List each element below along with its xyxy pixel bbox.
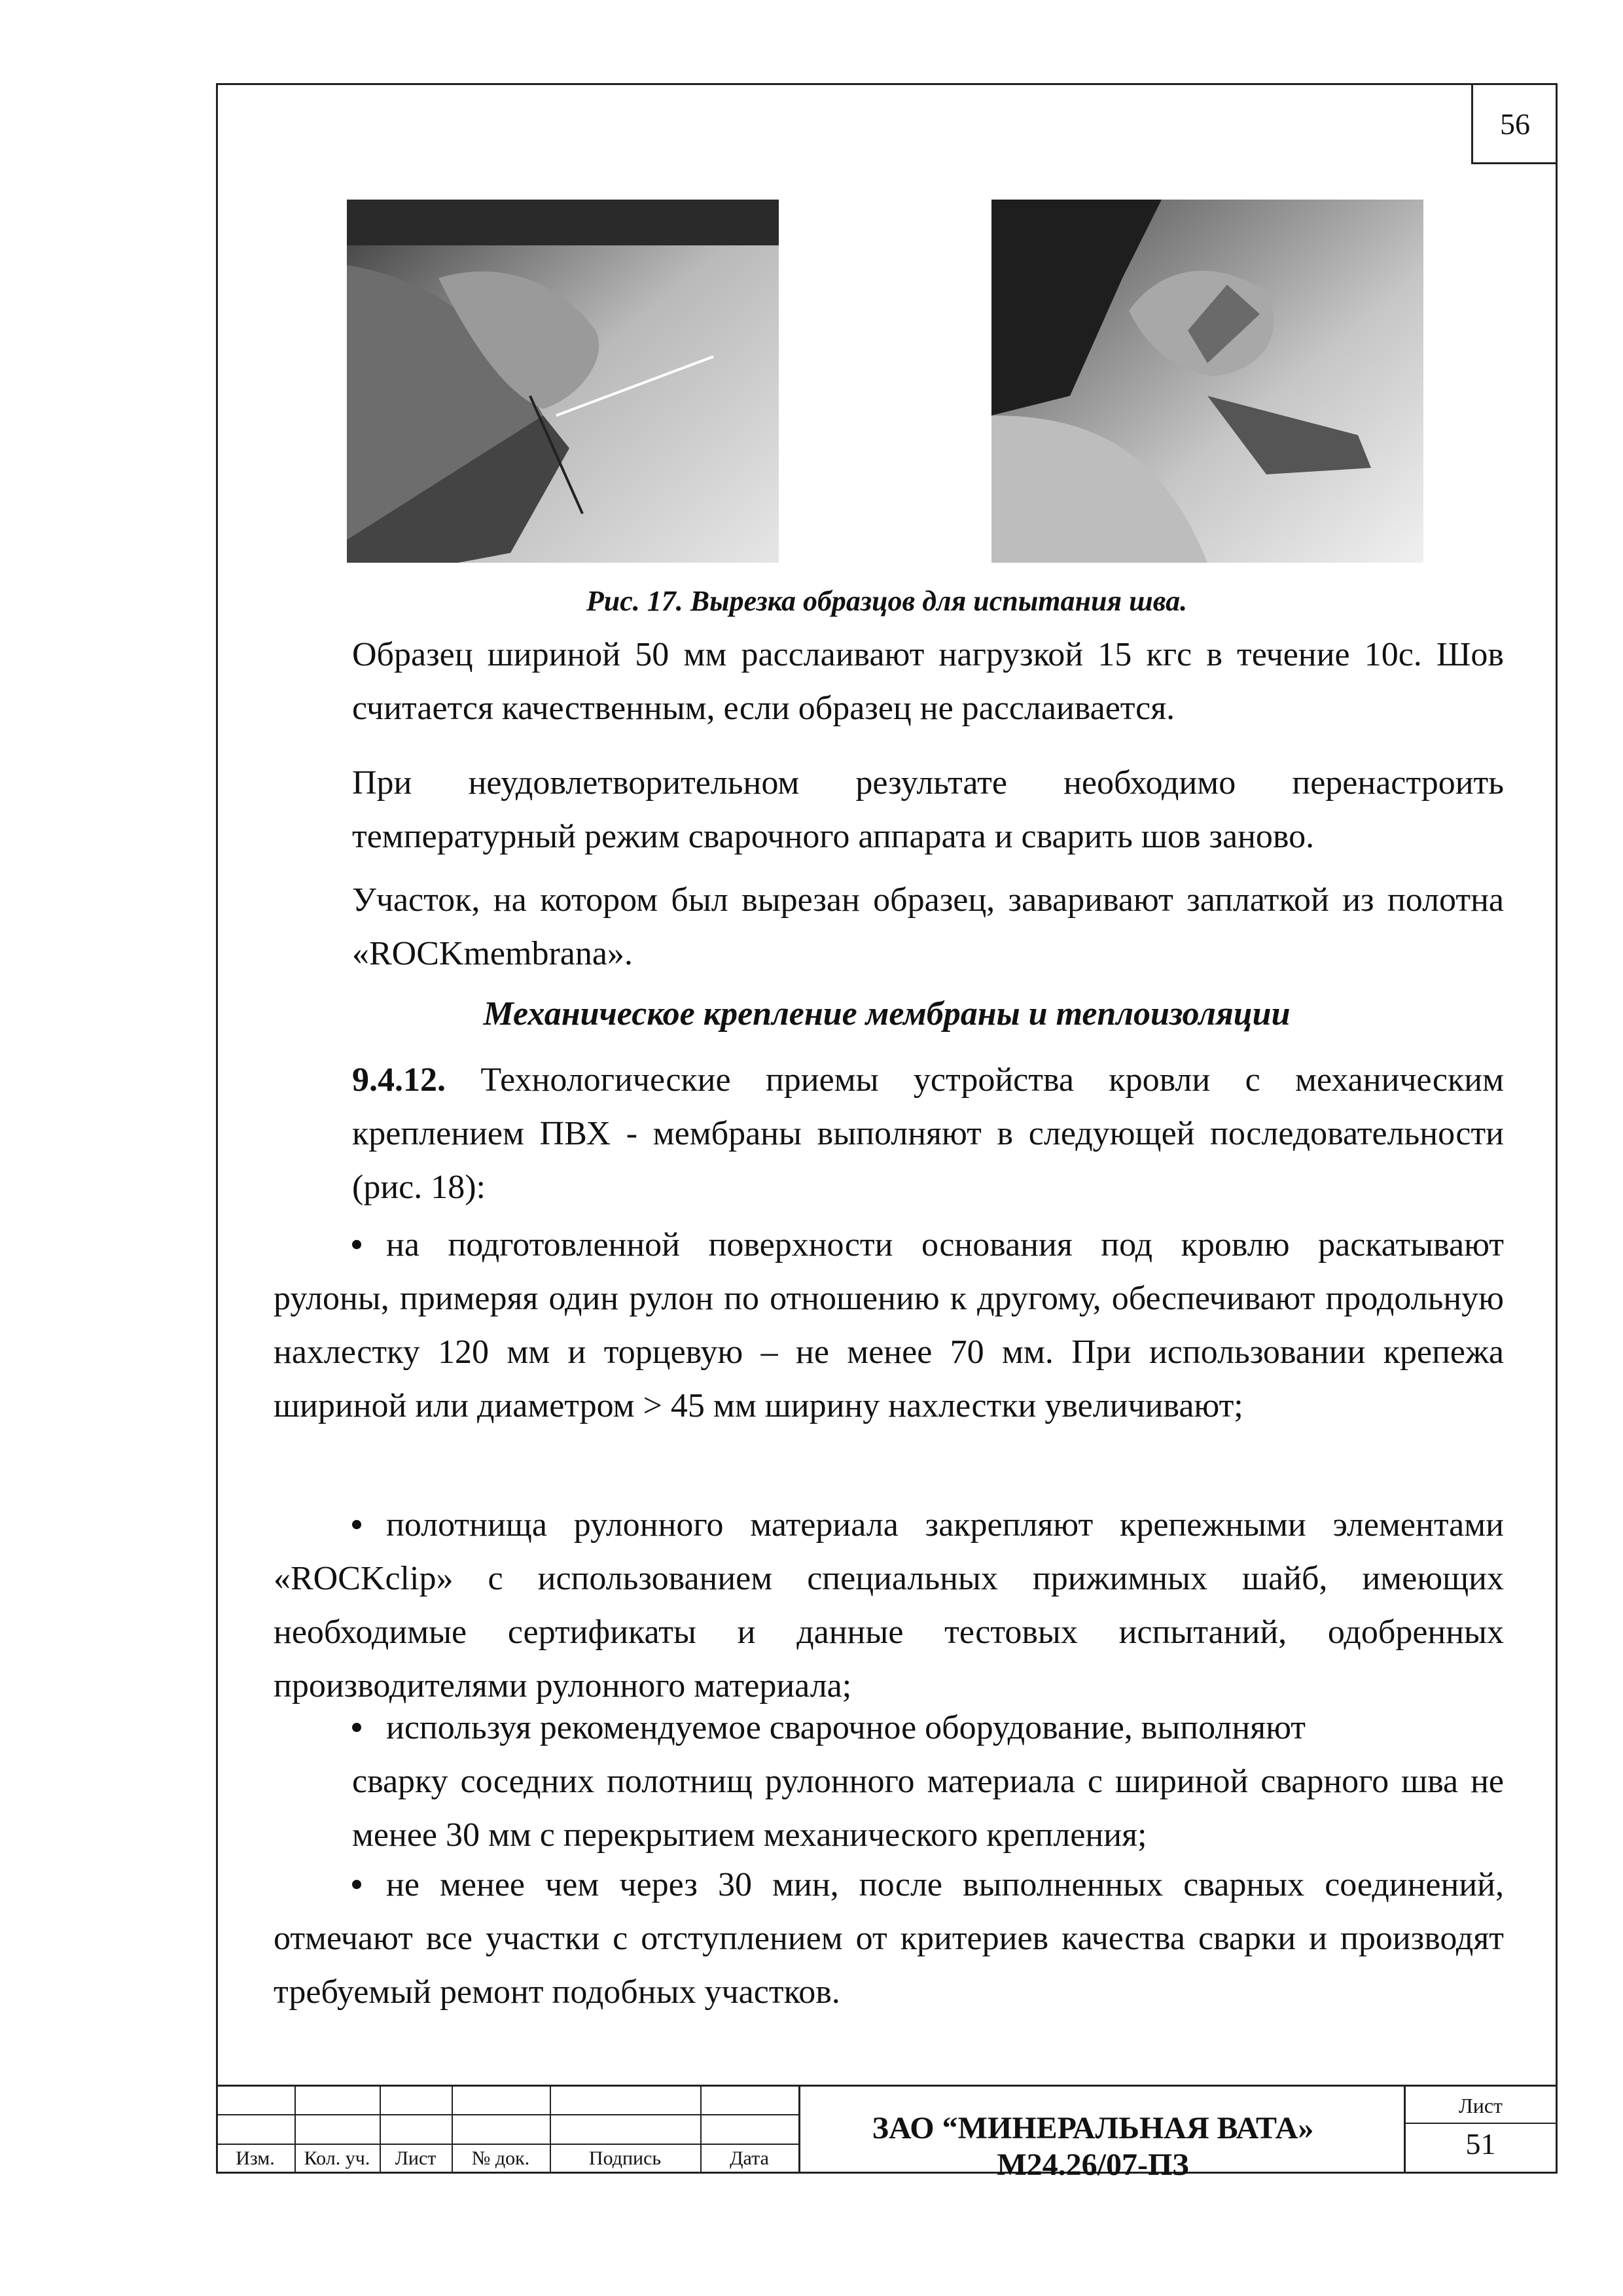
bullet-item-3: [274, 1701, 1504, 1755]
figure-caption: Рис. 17. Вырезка образцов для испытания шва.: [586, 585, 1188, 617]
sheet-number: 51: [1465, 2127, 1496, 2161]
bullet-text: на подготовленной поверхности основания под кровлю раскатывают рулоны, примеряя один рулон по отношению к другому, обеспечивают продольную нахлестку 120 мм и торцевую – не менее 70 мм. При использовании крепежа шириной или диаметром > 45 мм ширину нахлестки увеличивают;: [274, 1226, 1504, 1424]
col-kol-uch: Кол. уч.: [304, 2147, 370, 2169]
bullet-item-2: [274, 1498, 1504, 1713]
page-number: 56: [1471, 85, 1557, 164]
paragraph-text: Участок, на котором был вырезан образец, заваривают заплаткой из полотна «ROCKmembrana».: [352, 881, 1504, 972]
bullet-item-3-continuation: [274, 1755, 1504, 1862]
paragraph-text: При неудовлетворительном результате необходимо перенастроить температурный режим сварочного аппарата и сварить шов заново.: [352, 764, 1504, 855]
paragraph-unsatisfactory-result: [274, 756, 1504, 864]
paragraph-text: сварку соседних полотнищ рулонного материала с шириной сварного шва не менее 30 мм с перекрытием механического крепления;: [352, 1763, 1504, 1854]
bullet-text: не менее чем через 30 мин, после выполненных сварных соединений, отмечают все участки с отступлением от критериев качества сварки и производят требуемый ремонт подобных участков.: [274, 1866, 1504, 2011]
col-date: Дата: [730, 2147, 769, 2169]
bullet-icon: [352, 1723, 361, 1732]
col-izm: Изм.: [236, 2147, 275, 2169]
company-line-1: ЗАО “МИНЕРАЛЬНАЯ ВАТА»: [872, 2111, 1314, 2146]
bullet-icon: [352, 1880, 361, 1889]
clause-9-4-12: [274, 1053, 1504, 1214]
col-list: Лист: [395, 2147, 437, 2169]
paragraph-sample-test: [274, 628, 1504, 735]
company-name: [798, 2110, 1387, 2183]
clause-body: Технологические приемы устройства кровли с механическим креплением ПВХ - мембраны выполняют в следующей последовательности (рис. 18):: [352, 1061, 1504, 1206]
col-doc-number: № док.: [471, 2147, 530, 2169]
clause-number: 9.4.12.: [352, 1061, 446, 1099]
clause-text: [274, 1053, 1504, 1214]
col-signature: Подпись: [588, 2147, 662, 2169]
document-code: М24.26/07-ПЗ: [997, 2147, 1189, 2182]
bullet-item-4: [274, 1858, 1504, 2019]
photo-peeling-sample-right: [991, 200, 1423, 563]
bullet-text: полотнища рулонного материала закрепляют крепежными элементами «ROCKclip» с использованием специальных прижимных шайб, имеющих необходимые сертификаты и данные тестовых испытаний, одобренных производителями рулонного материала;: [274, 1506, 1504, 1704]
paragraph-text: Образец шириной 50 мм расслаивают нагрузкой 15 кгс в течение 10с. Шов считается качественным, если образец не расслаивается.: [352, 636, 1504, 727]
bullet-icon: [352, 1520, 361, 1529]
bullet-icon: [352, 1240, 361, 1249]
sheet-label: Лист: [1458, 2094, 1503, 2117]
photo-cutting-sample-left: [347, 200, 779, 563]
paragraph-patch: [274, 874, 1504, 981]
bullet-item-1: [274, 1218, 1504, 1433]
bullet-text: используя рекомендуемое сварочное оборудование, выполняют: [386, 1709, 1306, 1746]
section-heading: Механическое крепление мембраны и теплоизоляции: [483, 995, 1291, 1033]
